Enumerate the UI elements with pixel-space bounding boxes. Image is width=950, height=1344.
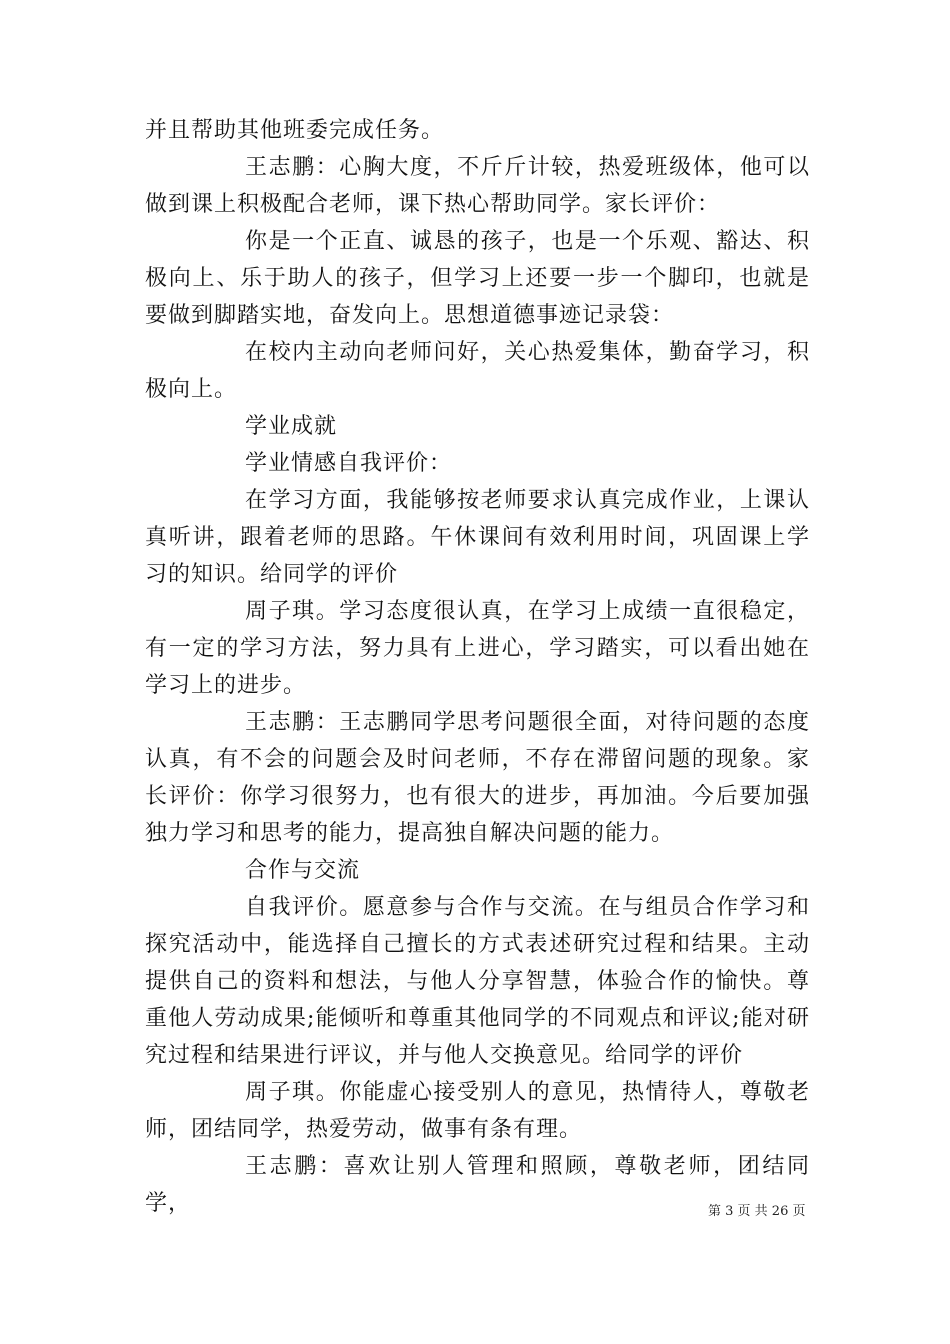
paragraph: 在校内主动向老师问好，关心热爱集体，勤奋学习，积极向上。 — [145, 340, 810, 402]
document-body — [145, 112, 810, 1222]
paragraph: 在学习方面，我能够按老师要求认真完成作业，上课认真听讲，跟着老师的思路。午休课间有效利用时间，巩固课上学习的知识。给同学的评价 — [145, 488, 810, 587]
paragraph: 王志鹏：王志鹏同学思考问题很全面，对待问题的态度认真，有不会的问题会及时问老师，不存在滞留问题的现象。家长评价：你学习很努力，也有很大的进步，再加油。今后要加强独力学习和思考的能力，提高独自解决问题的能力。 — [145, 710, 810, 846]
paragraph: 周子琪。你能虚心接受别人的意见，热情待人，尊敬老师，团结同学，热爱劳动，做事有条有理。 — [145, 1080, 810, 1142]
sub-heading: 学业情感自我评价： — [245, 451, 453, 476]
page-number: 第 3 页 共 26 页 — [708, 1204, 806, 1219]
paragraph: 王志鹏：喜欢让别人管理和照顾，尊敬老师，团结同学， — [145, 1154, 810, 1216]
paragraph: 并且帮助其他班委完成任务。 — [145, 118, 445, 143]
paragraph: 周子琪。学习态度很认真，在学习上成绩一直很稳定，有一定的学习方法，努力具有上进心，学习踏实，可以看出她在学习上的进步。 — [145, 599, 810, 698]
section-heading: 合作与交流 — [245, 858, 361, 883]
paragraph: 王志鹏：心胸大度，不斤斤计较，热爱班级体，他可以做到课上积极配合老师，课下热心帮助同学。家长评价： — [145, 155, 810, 217]
paragraph: 自我评价。愿意参与合作与交流。在与组员合作学习和探究活动中，能选择自己擅长的方式表述研究过程和结果。主动提供自己的资料和想法，与他人分享智慧，体验合作的愉快。尊重他人劳动成果;能倾听和尊重其他同学的不同观点和评议;能对研究过程和结果进行评议，并与他人交换意见。给同学的评价 — [145, 895, 810, 1068]
paragraph: 你是一个正直、诚恳的孩子，也是一个乐观、豁达、积极向上、乐于助人的孩子，但学习上还要一步一个脚印，也就是要做到脚踏实地，奋发向上。思想道德事迹记录袋： — [145, 229, 810, 328]
section-heading: 学业成就 — [245, 414, 338, 439]
